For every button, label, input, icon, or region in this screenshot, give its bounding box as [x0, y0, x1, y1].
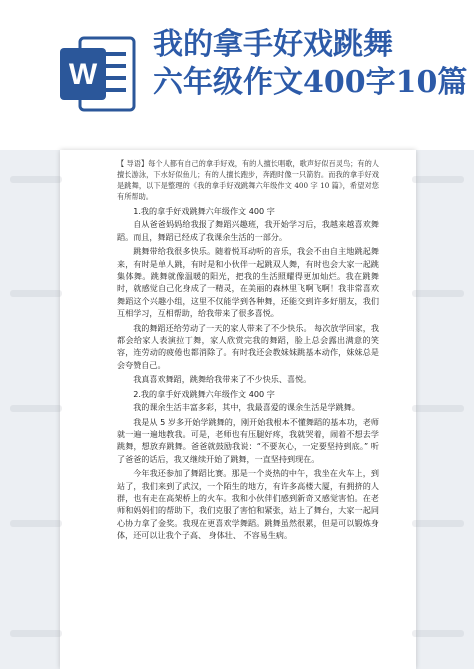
- paragraph: 我真喜欢舞蹈，跳舞给我带来了不少快乐、喜悦。: [133, 374, 312, 385]
- paragraph: 我的课余生活丰富多彩，其中，我最喜爱的课余生活是学跳舞。: [133, 402, 360, 413]
- essay-heading-2: 2.我的拿手好戏跳舞六年级作文 400 字: [133, 388, 275, 399]
- document-intro: 【 导语】每个人都有自己的拿手好戏，有的人擅长唱歌，歌声好似百灵鸟；有的人擅长游泳，下水好似鱼儿；有的人擅长跑步，奔跑时像一只箭豹。而我的拿手好戏是跳舞，以下是整理的《我的拿手好戏跳舞六年级作文 400 字 10 篇》，希望对您有所帮助。: [117, 159, 379, 201]
- document-banner: [0, 0, 474, 150]
- paragraph: 我的舞蹈还给劳动了一天的家人带来了不少快乐。 每次放学回家，我都会给家人表演拉丁舞，家人欣赏完我的舞蹈，脸上总会露出满意的笑容，连劳动的疲倦也都消除了。有时我还会教妹妹跳基本动作，妹妹总是会夸赞自己。: [117, 322, 379, 370]
- word-document-icon: [58, 34, 138, 114]
- word-icon-letter: W: [68, 58, 98, 91]
- document-page: [60, 150, 416, 669]
- paragraph: 今年我还参加了舞蹈比赛。那是一个炎热的中午，我坐在火车上，到站了，我们来到了武汉，一个陌生的地方，有许多高楼大厦，有拥挤的人群，也有走在高架桥上的火车。我和小伙伴们感到新奇又感觉害怕。在老师和妈妈们的帮助下，我们克服了害怕和紧张，站上了舞台，大家一起同心协力拿了金奖。我现在更喜欢学舞蹈。跳舞虽然很累，但是可以锻炼身体，还可以让我个子高、 身体壮、 不容易生病。: [117, 468, 379, 541]
- title-line-2: 六年级作文400字10篇: [153, 65, 468, 100]
- paragraph: 跳舞带给我很多快乐。随着悦耳动听的音乐，我会不由自主地跳起舞来，有时是单人跳，有时是和小伙伴一起跳双人舞，有时也会大家一起跳集体舞。跳舞就像温暖的阳光，把我的生活照耀得更加灿烂。我在跳舞时，就感觉自己化身成了一精灵，在美丽的森林里飞啊飞啊！我非常喜欢舞蹈这个兴趣小组，这里不仅能学到各种舞，还能交到许多好朋友，我们互相学习，互相帮助，给我带来了很多喜悦。: [117, 246, 379, 319]
- paragraph: 我是从 5 岁多开始学跳舞的，刚开始我根本不懂舞蹈的基本功，老师就一遍一遍地教我。可是，老师也有压腿好疼，我就哭着，闹着不想去学跳舞，想放弃跳舞。爸爸就鼓励我说：“不要灰心，一定要坚持到底。” 听了爸爸的话后，我又继续开始了跳舞，一直坚持到现在。: [117, 416, 379, 464]
- document-preview-area: [0, 150, 474, 669]
- essay-heading-1: 1.我的拿手好戏跳舞六年级作文 400 字: [133, 206, 275, 216]
- document-body: [117, 158, 379, 544]
- document-title: [153, 26, 468, 102]
- title-line-1: 我的拿手好戏跳舞: [153, 27, 393, 62]
- paragraph: 自从爸爸妈妈给我报了舞蹈兴趣班，我开始学习后，我越来越喜欢舞蹈。而且，舞蹈已经成了我课余生活的一部分。: [117, 219, 379, 242]
